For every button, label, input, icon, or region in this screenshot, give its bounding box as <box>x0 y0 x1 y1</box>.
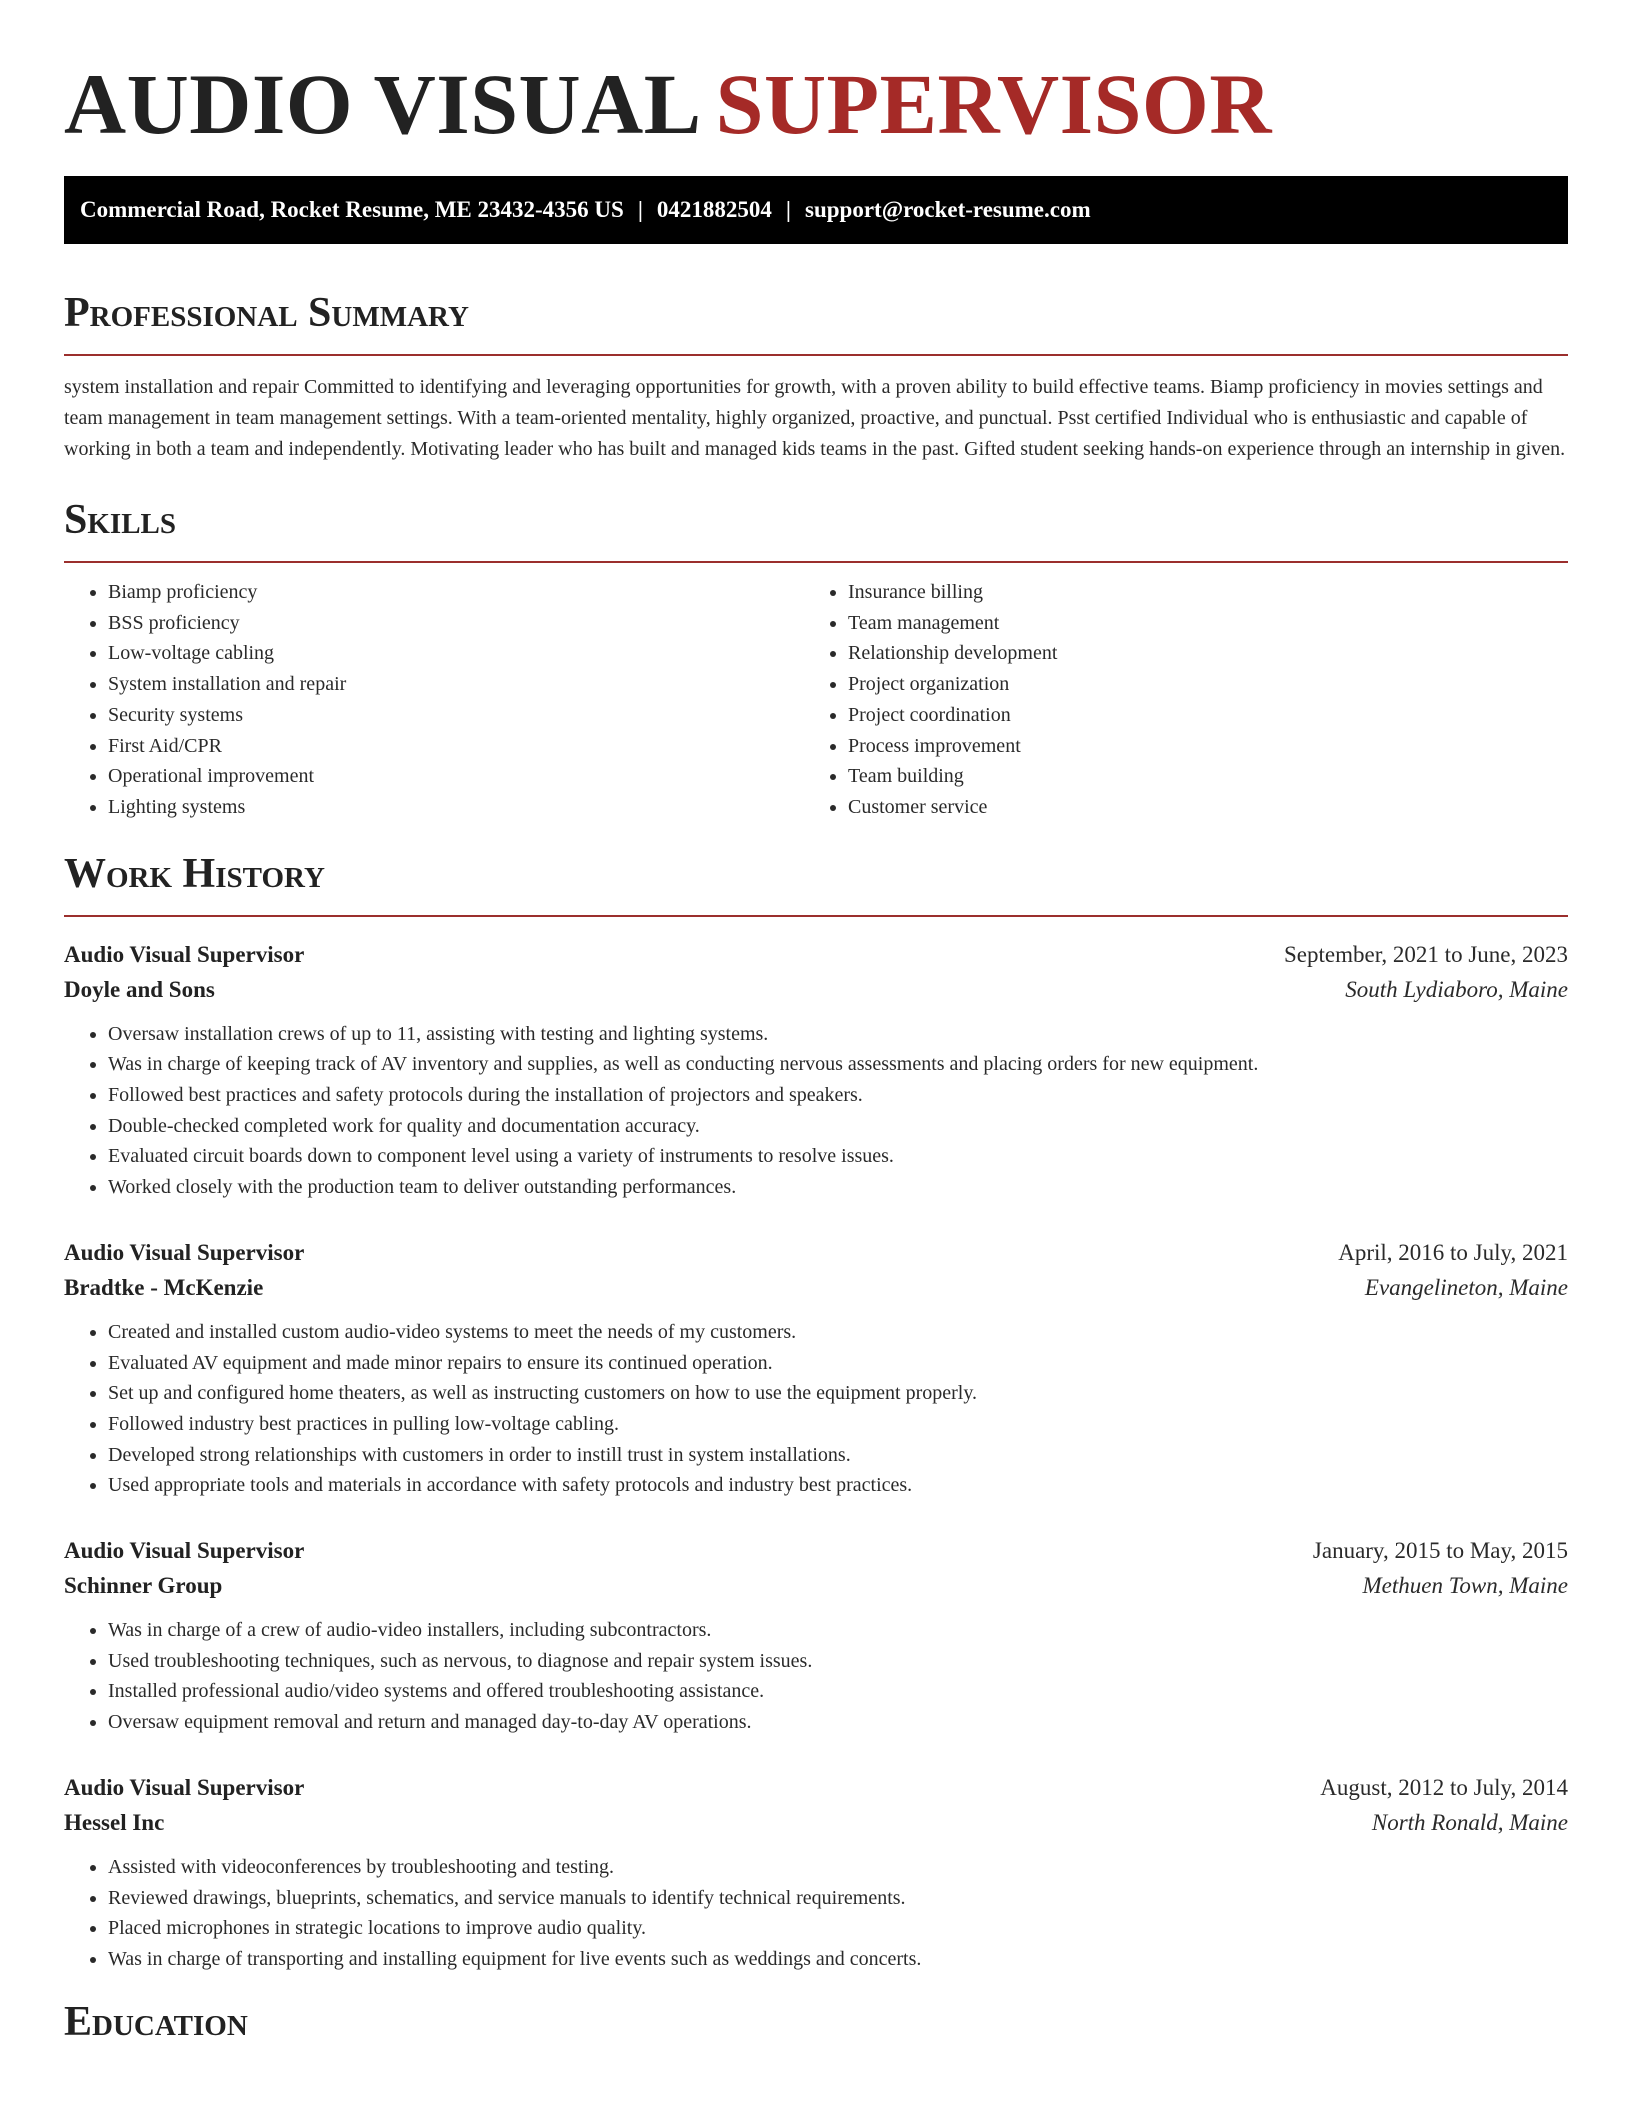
job-bullet: • Double-checked completed work for quality and documentation accuracy. <box>108 1111 1568 1142</box>
job-bullets <box>64 1317 1568 1501</box>
skill-item: • Team building <box>848 761 1544 792</box>
job-bullet: • Placed microphones in strategic locations to improve audio quality. <box>108 1913 1568 1944</box>
skills-list <box>64 577 1568 823</box>
skill-item: • Low-voltage cabling <box>108 638 804 669</box>
job-bullet: • Oversaw installation crews of up to 11, assisting with testing and lighting systems. <box>108 1019 1568 1050</box>
skill-item: • Relationship development <box>848 638 1544 669</box>
job-entry <box>64 1235 1568 1501</box>
skill-item: • BSS proficiency <box>108 608 804 639</box>
skill-item: • Customer service <box>848 792 1544 823</box>
education-heading: Education <box>64 1998 248 2045</box>
job-bullet: • Followed industry best practices in pulling low-voltage cabling. <box>108 1409 1568 1440</box>
section-divider <box>64 354 1568 356</box>
job-title: Audio Visual Supervisor <box>64 1538 305 1564</box>
job-bullet: • Was in charge of keeping track of AV inventory and supplies, as well as conducting nervous assessments and placing orders for new equipment. <box>108 1049 1568 1080</box>
job-bullet: • Used appropriate tools and materials in accordance with safety protocols and industry best practices. <box>108 1470 1568 1501</box>
job-entry <box>64 1770 1568 1975</box>
job-bullet: • Set up and configured home theaters, as well as instructing customers on how to use the equipment properly. <box>108 1378 1568 1409</box>
job-bullet: • Used troubleshooting techniques, such as nervous, to diagnose and repair system issues. <box>108 1646 1568 1677</box>
title-last-part: SUPERVISOR <box>715 56 1272 152</box>
job-bullet: • Created and installed custom audio-video systems to meet the needs of my customers. <box>108 1317 1568 1348</box>
job-location: Methuen Town, Maine <box>1362 1573 1568 1599</box>
skill-item: • Biamp proficiency <box>108 577 804 608</box>
job-bullet: • Oversaw equipment removal and return and managed day-to-day AV operations. <box>108 1707 1568 1738</box>
contact-bar <box>64 176 1568 244</box>
skill-item: • Project coordination <box>848 700 1544 731</box>
summary-text: system installation and repair Committed to identifying and leveraging opportunities for growth, with a proven ability to build effective teams. Biamp proficiency in movies settings and team management in team management settings. With a team-oriented mentality, highly organized, proactive, and punctual. Psst certified Individual who is enthusiastic and capable of working in both a team and independently. Motivating leader who has built and managed kids teams in the past. Gifted student seeking hands-on experience through an internship in given. <box>64 376 1566 460</box>
job-bullet: • Evaluated AV equipment and made minor repairs to ensure its continued operation. <box>108 1348 1568 1379</box>
contact-address: Commercial Road, Rocket Resume, ME 23432-4356 US <box>80 197 624 222</box>
contact-email: support@rocket-resume.com <box>805 197 1091 222</box>
job-location: South Lydiaboro, Maine <box>1345 976 1568 1002</box>
job-bullet: • Followed best practices and safety protocols during the installation of projectors and speakers. <box>108 1080 1568 1111</box>
skills-column-left <box>64 577 804 823</box>
resume-page <box>64 0 1568 2047</box>
contact-phone: 0421882504 <box>656 197 772 222</box>
job-bullets <box>64 1615 1568 1738</box>
job-bullet: • Developed strong relationships with customers in order to instill trust in system installations. <box>108 1440 1568 1471</box>
job-company-row <box>64 1805 1568 1840</box>
skill-item: • Lighting systems <box>108 792 804 823</box>
contact-separator: | <box>637 197 643 222</box>
skill-item: • Operational improvement <box>108 761 804 792</box>
section-divider <box>64 915 1568 917</box>
job-bullets <box>64 1019 1568 1203</box>
job-company-row <box>64 972 1568 1007</box>
job-header-row <box>64 937 1568 972</box>
job-bullets <box>64 1852 1568 1975</box>
job-dates: August, 2012 to July, 2014 <box>1320 1774 1568 1800</box>
job-dates: April, 2016 to July, 2021 <box>1338 1239 1568 1265</box>
job-header-row <box>64 1235 1568 1270</box>
skill-item: • Process improvement <box>848 731 1544 762</box>
job-bullet: • Was in charge of a crew of audio-video installers, including subcontractors. <box>108 1615 1568 1646</box>
skills-column-right <box>804 577 1544 823</box>
skill-item: • Project organization <box>848 669 1544 700</box>
work-history-heading: Work History <box>64 850 325 897</box>
job-header-row <box>64 1533 1568 1568</box>
skill-item: • First Aid/CPR <box>108 731 804 762</box>
job-company: Bradtke - McKenzie <box>64 1274 264 1300</box>
job-bullet: • Was in charge of transporting and installing equipment for live events such as weddings and concerts. <box>108 1944 1568 1975</box>
summary-heading: Professional Summary <box>64 290 469 336</box>
skill-item: • Team management <box>848 608 1544 639</box>
job-company: Hessel Inc <box>64 1809 165 1835</box>
job-title: Audio Visual Supervisor <box>64 1239 305 1265</box>
job-company-row <box>64 1568 1568 1603</box>
resume-title <box>64 54 1568 154</box>
job-company-row <box>64 1270 1568 1305</box>
skill-item: • Insurance billing <box>848 577 1544 608</box>
job-location: Evangelineton, Maine <box>1364 1274 1568 1300</box>
job-bullet: • Installed professional audio/video systems and offered troubleshooting assistance. <box>108 1676 1568 1707</box>
job-title: Audio Visual Supervisor <box>64 1774 305 1800</box>
contact-separator: | <box>785 197 791 222</box>
job-header-row <box>64 1770 1568 1805</box>
job-dates: September, 2021 to June, 2023 <box>1284 941 1568 967</box>
job-entry <box>64 1533 1568 1738</box>
job-bullet: • Reviewed drawings, blueprints, schematics, and service manuals to identify technical requirements. <box>108 1883 1568 1914</box>
job-title: Audio Visual Supervisor <box>64 941 305 967</box>
job-bullet: • Assisted with videoconferences by troubleshooting and testing. <box>108 1852 1568 1883</box>
job-location: North Ronald, Maine <box>1371 1809 1568 1835</box>
section-divider <box>64 561 1568 563</box>
job-company: Doyle and Sons <box>64 976 215 1002</box>
skill-item: • System installation and repair <box>108 669 804 700</box>
job-bullet: • Evaluated circuit boards down to component level using a variety of instruments to resolve issues. <box>108 1141 1568 1172</box>
job-entry <box>64 937 1568 1203</box>
job-bullet: • Worked closely with the production team to deliver outstanding performances. <box>108 1172 1568 1203</box>
title-first-part: AUDIO VISUAL <box>64 56 702 152</box>
skills-heading: Skills <box>64 497 177 543</box>
job-company: Schinner Group <box>64 1573 223 1599</box>
job-dates: January, 2015 to May, 2015 <box>1312 1538 1568 1564</box>
skill-item: • Security systems <box>108 700 804 731</box>
